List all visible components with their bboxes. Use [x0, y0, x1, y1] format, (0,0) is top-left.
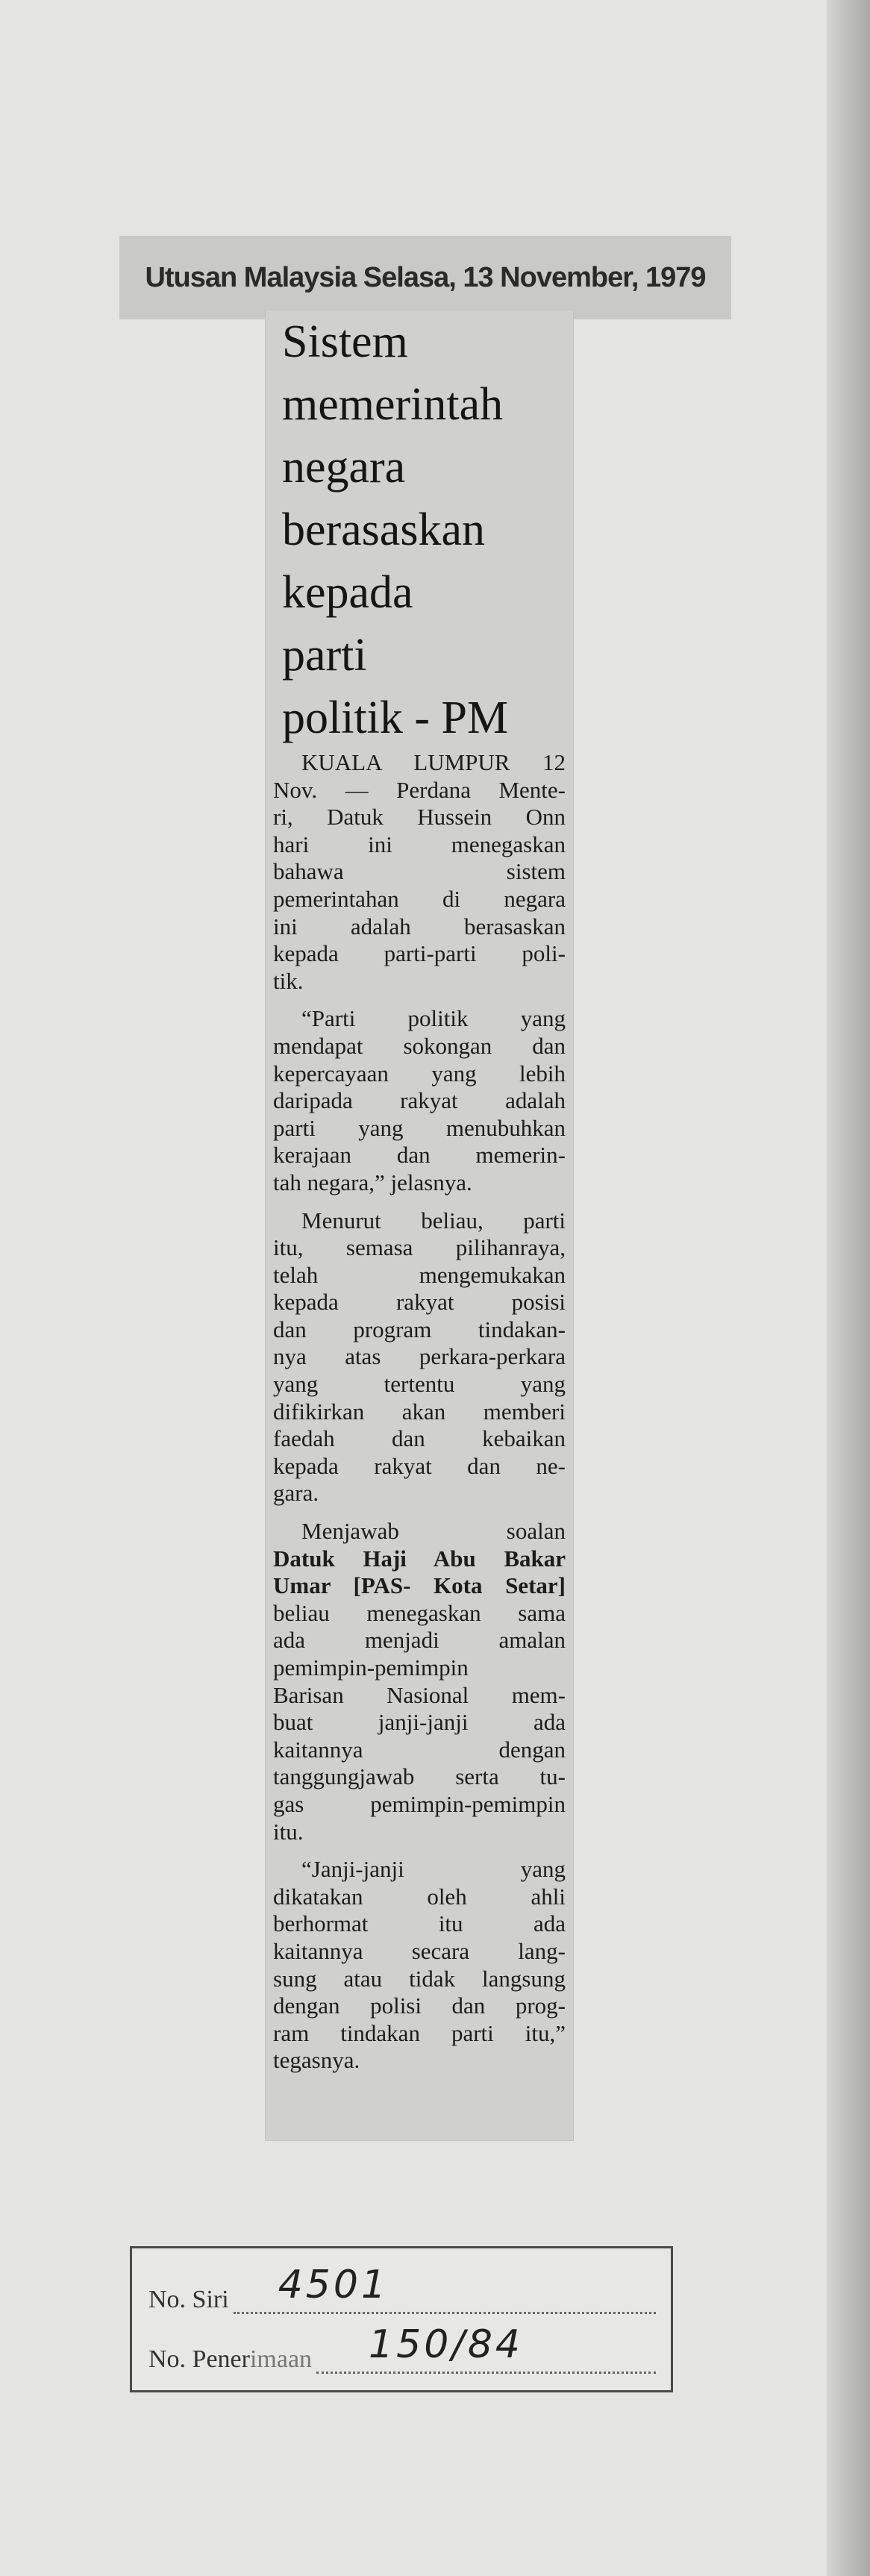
penerimaan-dotted-line: [316, 2322, 656, 2374]
body-line: kerajaan dan memerin-: [273, 1142, 566, 1169]
body-line: tah negara,” jelasnya.: [273, 1169, 472, 1195]
body-line: kepada rakyat posisi: [273, 1289, 566, 1316]
body-line: pemerintahan di negara: [273, 885, 566, 912]
article-paragraph: [273, 1518, 566, 1845]
penerimaan-label-faded: imaan: [249, 2345, 313, 2373]
headline-line: kepada: [282, 567, 413, 618]
body-line: ini adalah berasaskan: [273, 913, 566, 940]
body-line: berhormat itu ada: [273, 1910, 566, 1937]
headline-line: memerintah: [282, 379, 504, 430]
body-line: “Janji-janji yang: [301, 1856, 566, 1883]
stamp-row-siri: [148, 2263, 656, 2314]
headline-line: parti: [282, 630, 367, 681]
body-line: KUALA LUMPUR 12: [301, 749, 566, 775]
person-name-bold: Datuk Haji Abu Bakar: [273, 1545, 566, 1572]
body-line: ri, Datuk Hussein Onn: [273, 804, 566, 831]
body-line: kaitannya dengan: [273, 1736, 566, 1763]
body-line: tik.: [273, 967, 304, 994]
penerimaan-label: [148, 2345, 312, 2374]
body-line: gas pemimpin-pemimpin: [273, 1790, 566, 1817]
body-line: beliau menegaskan sama: [273, 1599, 566, 1626]
body-line: hari ini menegaskan: [273, 831, 566, 857]
body-line: Menjawab soalan: [301, 1518, 566, 1545]
body-line: gara.: [273, 1480, 319, 1507]
body-line: [273, 1572, 566, 1600]
body-line: tanggungjawab serta tu-: [273, 1763, 566, 1790]
body-line: daripada rakyat adalah: [273, 1087, 566, 1114]
headline-line: politik - PM: [282, 693, 509, 743]
body-line: sung atau tidak langsung: [273, 1965, 566, 1992]
body-line: Nov. — Perdana Mente-: [273, 776, 566, 803]
body-line: “Parti politik yang: [301, 1005, 566, 1032]
body-line: dengan polisi dan prog-: [273, 1992, 566, 2019]
body-line: ada menjadi amalan: [273, 1627, 566, 1654]
headline-line: Sistem: [282, 316, 408, 367]
article-paragraph: [273, 1856, 566, 2075]
article-paragraph: [273, 749, 566, 995]
body-line: tegasnya.: [273, 2047, 360, 2074]
body-line: Barisan Nasional mem-: [273, 1681, 566, 1708]
body-line: nya atas perkara-perkara: [273, 1343, 566, 1370]
newspaper-clipping: [266, 310, 573, 2140]
person-affiliation-bold: Umar [PAS- Kota Setar]: [273, 1572, 566, 1599]
body-line: bahawa sistem: [273, 858, 566, 885]
body-line: itu.: [273, 1818, 304, 1845]
body-line: kaitannya secara lang-: [273, 1937, 566, 1964]
article-paragraph: [273, 1005, 566, 1196]
body-line: yang tertentu yang: [273, 1371, 566, 1398]
stamp-row-penerimaan: [148, 2322, 656, 2374]
body-line: kepada parti-parti poli-: [273, 940, 566, 967]
body-line: kepada rakyat dan ne-: [273, 1452, 566, 1479]
archive-stamp: [130, 2246, 673, 2392]
newspaper-dateline-strip: [119, 236, 731, 319]
body-line: itu, semasa pilihanraya,: [273, 1234, 566, 1261]
body-line: dikatakan oleh ahli: [273, 1883, 566, 1910]
headline-line: berasaskan: [282, 504, 485, 555]
body-line: parti yang menubuhkan: [273, 1114, 566, 1141]
body-line: ram tindakan parti itu,”: [273, 2019, 566, 2046]
newspaper-dateline: Utusan Malaysia Selasa, 13 November, 1979: [145, 261, 706, 293]
penerimaan-value: 150/84: [369, 2322, 523, 2367]
penerimaan-label-part: No. Pener: [148, 2345, 250, 2373]
siri-value: 4501: [278, 2263, 389, 2307]
body-line: Menurut beliau, parti: [301, 1207, 566, 1234]
article-body: [273, 749, 566, 2075]
siri-dotted-line: [234, 2263, 656, 2314]
headline-line: negara: [282, 442, 406, 493]
body-line: buat janji-janji ada: [273, 1709, 566, 1736]
page-shadow: [827, 0, 870, 2576]
body-line: telah mengemukakan: [273, 1261, 566, 1288]
body-line: faedah dan kebaikan: [273, 1425, 566, 1452]
body-line: [273, 1545, 566, 1573]
body-line: dan program tindakan-: [273, 1316, 566, 1342]
body-line: difikirkan akan memberi: [273, 1398, 566, 1425]
body-line: kepercayaan yang lebih: [273, 1060, 566, 1087]
body-line: mendapat sokongan dan: [273, 1032, 566, 1059]
body-line: pemimpin-pemimpin: [273, 1654, 469, 1681]
siri-label: No. Siri: [148, 2286, 229, 2313]
article-headline: [282, 310, 573, 749]
article-paragraph: [273, 1207, 566, 1508]
